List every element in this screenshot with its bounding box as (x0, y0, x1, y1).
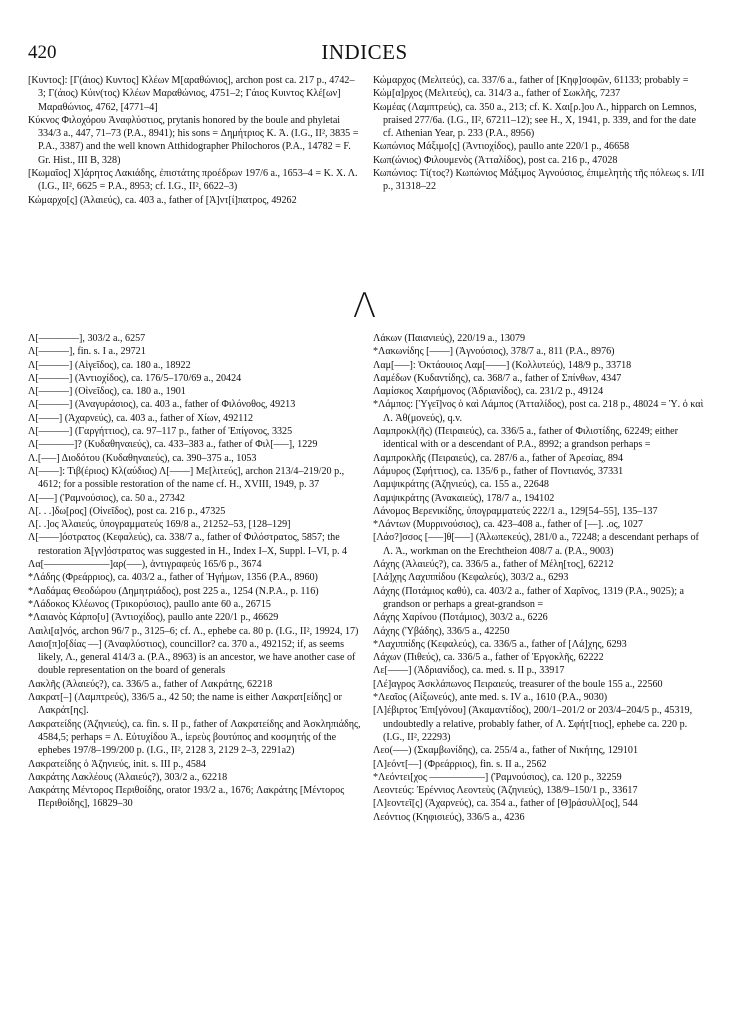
index-entry: Κύκνος Φιλοχόρου Ἀναφλύστιος, prytanis honored by the boule and phyletai 334/3 a., 447, 71–73 (P.A., 8941); his sons = Δημήτριος Κ. Ἀ. (I.G., II², 3835 = P.A., 3387) and the well known Atthidographer Philochoros (P.A., 14782 = F. Gr. Hist., III B, 328) (28, 114, 359, 166)
index-entry: *Λαχιππίδης (Κεφαλεύς), ca. 336/5 a., father of [Λά]χης, 6293 (373, 638, 627, 650)
index-entry: Κώμαρχο[ς] (Ἁλαιεύς), ca. 403 a., father of [Ἀ]ντ[ί]πατρος, 49262 (28, 194, 297, 206)
index-entry: *Λεαῖος (Αἰξωνεύς), ante med. s. IV a., 1610 (P.A., 9030) (373, 692, 608, 704)
index-entry: Κώμαρχος (Μελιτεύς), ca. 337/6 a., father of [Κηφ]σοφῶν, 61133; probably = (373, 75, 689, 86)
index-entry: Λ[––––––] (Οἰνεῖδος), ca. 180 a., 1901 (28, 386, 186, 398)
index-entry: Λ[––––––] (Ἀναγυράσιος), ca. 403 a., father of Φιλόνοθος, 49213 (28, 399, 296, 411)
index-entry: Λάνομος Βερενικίδης, ὑπογραμματεύς 222/1 a., 129[54–55], 135–137 (373, 505, 658, 517)
index-entry: Λαμέδων (Κυδαντίδης), ca. 368/7 a., father of Σπίνθων, 4347 (373, 372, 622, 384)
index-entry: Λάμυρος (Σφήττιος), ca. 135/6 p., father of Ποντιανός, 37331 (373, 465, 624, 477)
index-entry: Λαμπροκλ(ῆς) (Πειραιεύς), ca. 336/5 a., father of Φιλιστίδης, 62249; either identical with or a descendant of P.A., 8992; a grandson perhaps = (373, 426, 678, 451)
index-entry: Κωπώνιος: Τί(τος?) Κωπώνιος Μάξιμος Ἁγνούσιος, ἐπιμελητὴς τῆς πόλεως s. I/II p., 31318–22 (373, 168, 705, 193)
index-entry: Λακρατ[–] (Λαμπτρεύς), 336/5 a., 42 50; the name is either Λακρατ[είδης] or Λακράτ[ης]. (28, 692, 342, 717)
index-entry: Λ[––––] (Ἀχαρνεύς), ca. 403 a., father of Χίων, 492112 (28, 412, 254, 424)
page-number: 420 (28, 42, 57, 63)
index-entry: Λαμψικράτης (Ἀνακαιεύς), 178/7 a., 194102 (373, 492, 555, 504)
index-entry: Λ[––––––] (Ἀντιοχίδος), ca. 176/5–170/69 a., 20424 (28, 372, 242, 384)
index-entry: *Λάντων (Μυρρινούσιος), ca. 423–408 a., father of [––]. .ος, 1027 (373, 519, 643, 531)
index-entry: Λακράτης Μέντορος Περιθοίδης, orator 193/2 a., 1676; Λακράτης [Μέντορος Περιθοίδης], 16829–30 (28, 785, 345, 810)
index-entry: Λ[––––––] (Γαργήττιος), ca. 97–117 p., father of Ἐπίγονος, 3325 (28, 426, 293, 438)
index-entry: *Λαιανὸς Κάρπο[υ] (Ἀντιοχίδος), paullo ante 220/1 p., 46629 (28, 612, 279, 624)
index-entry: Λαιλι[α]νός, archon 96/7 p., 3125–6; cf. Λ., ephebe ca. 80 p. (I.G., II², 19924, 17) (28, 625, 359, 637)
page-title: INDICES (321, 40, 408, 64)
index-entry: Λαμίσκος Χαιρήμονος (Ἀδριανίδος), ca. 231/2 p., 49124 (373, 386, 604, 398)
index-entry: Λ[–––––––]? (Κυδαθηναιεύς), ca. 433–383 a., father of Φιλ[–––], 1229 (28, 439, 318, 451)
index-entry: *Λάδης (Φρεάρριος), ca. 403/2 a., father of Ἡγήμων, 1356 (P.A., 8960) (28, 572, 318, 584)
index-column-top-right (373, 74, 707, 194)
index-entry: Λ[––––––––], 303/2 a., 6257 (28, 333, 146, 344)
index-entry: Λ[––––––], fin. s. I a., 29721 (28, 346, 146, 358)
index-entry: Λ[––––]όστρατος (Κεφαλεύς), ca. 338/7 a., father of Φιλόστρατος, 5857; the restoration Ἀ[γν]όστρατος was suggested in H., Index I–X, Suppl. I–VI, p. 4 (28, 532, 348, 557)
index-entry: [Λ]εοντεῖ[ς] (Ἀχαρνεύς), ca. 354 a., father of [Θ]ράσυλλ[ος], 544 (373, 798, 638, 810)
index-entry: [Λ]εόντ[––] (Φρεάρριος), fin. s. II a., 2562 (373, 758, 547, 770)
index-entry: *Λαδάμας Θεοδώρου (Δημητριάδος), post 225 a., 1254 (N.P.A., p. 116) (28, 585, 319, 597)
index-entry: Λάχης (Ποτάμιος καθύ), ca. 403/2 a., father of Χαρῖνος, 1319 (P.A., 9025); a grandson or perhaps a great-grandson = (373, 585, 685, 610)
index-entry: *Λακωνίδης [––––] (Ἁγνούσιος), 378/7 a., 811 (P.A., 8976) (373, 346, 615, 358)
index-entry: [Κωμαῖος] Χ]άρητος Λακιάδης, ἐπιστάτης προέδρων 197/6 a., 1653–4 = Κ. Χ. Λ. (I.G., II², 6625 = P.A., 8953; cf. I.G., II², 6622–3) (28, 168, 358, 193)
index-entry: [Λά]χης Λαχιππίδου (Κεφαλεύς), 303/2 a., 6293 (373, 572, 569, 584)
index-entry: Λάχων (Πιθεύς), ca. 336/5 a., father of Ἐργοκλῆς, 62222 (373, 652, 604, 664)
index-entry: Λεόντιος (Κηφισιεύς), 336/5 a., 4236 (373, 811, 525, 823)
index-entry: Κωμέας (Λαμπτρεύς), ca. 350 a., 213; cf. K. Χαι[ρ.]ου Λ., hipparch on Lemnos, praised 277/6a. (I.G., II², 67211–12); see H., X, 1941, p. 339, and for the date cf. Athenian Year, p. 233 (P.A., 8956) (373, 101, 697, 140)
index-entry: Λ[––––]: Τιβ(έριος) Κλ(αύδιος) Λ[––––] Με[λιτεύς], archon 213/4–219/20 p., 4612; for a possible restoration of the name cf. H., XVIII, 1949, p. 37 (28, 465, 345, 491)
index-entry: Λάχης (Ὑβάδης), 336/5 a., 42250 (373, 625, 510, 637)
index-entry: Λ[. . .]δω[ρος] (Οἰνεῖδος), post ca. 216 p., 47325 (28, 505, 226, 517)
index-entry: Λαμπροκλῆς (Πειραιεύς), ca. 287/6 a., father of Ἀρεσίας, 894 (373, 452, 624, 464)
index-entry: Κωπ(ώνιος) Φιλουμενὸς (Ἀτταλίδος), post ca. 216 p., 47028 (373, 154, 618, 166)
index-entry: Λε[––––] (Ἀδριανίδος), ca. med. s. II p., 33917 (373, 665, 565, 677)
index-entry: Λεο(–––) (Σκαμβωνίδης), ca. 255/4 a., father of Νικήτης, 129101 (373, 745, 639, 757)
index-entry: Λάκων (Παιανιεύς), 220/19 a., 13079 (373, 333, 526, 344)
index-entry: Λα[–––––––––––––]αρ(–––), ἀντιγραφεύς 165/6 p., 3674 (28, 559, 262, 571)
index-column-bottom-right (373, 332, 707, 824)
index-entry: Λακρατείδης ὁ Ἀζηνιεύς, init. s. III p., 4584 (28, 758, 206, 770)
index-entry: Λάχης (Ἁλαιεύς?), ca. 336/5 a., father of Μέλη[τος], 62212 (373, 559, 614, 571)
index-entry: Κωπώνιος Μάξιμο[ς] (Ἀντιοχίδος), paullo ante 220/1 p., 46658 (373, 141, 630, 153)
index-entry: Λαμψικράτης (Ἀζηνιεύς), ca. 155 a., 22648 (373, 479, 549, 491)
index-entry: *Λεόντει[χος –––––––––––] (Ῥαμνούσιος), ca. 120 p., 32259 (373, 771, 622, 783)
index-entry: Λ[. .]ος Ἁλαιεύς, ὑπογραμματεύς 169/8 a., 21252–53, [128–129] (28, 519, 291, 531)
index-entry: Λ[–––] (Ῥαμνούσιος), ca. 50 a., 27342 (28, 492, 185, 504)
index-entry: [Λ]έβιρτος Ἐπι[γόνου] (Ἀκαμαντίδος), 200/1–201/2 or 203/4–204/5 p., 45319, undoubtedly a relative, probably father, of Λ. Σφήτ[τιος], ephebe ca. 220 p. (I.G., II², 22293) (373, 705, 693, 743)
index-entry: Λαισ[π]ο[δίας ––] (Ἀναφλύστιος), councillor? ca. 370 a., 492152; if, as seems likely, Λ., general 414/3 a. (P.A., 8963) is an ancestor, we have another case of double representation on the board of generals (28, 638, 356, 677)
index-entry: Λ[––––––] (Αἰγεῖδος), ca. 180 a., 18922 (28, 359, 191, 371)
index-entry: *Λάδοκος Κλέωνος (Τρικορύσιος), paullo ante 60 a., 26715 (28, 598, 271, 610)
index-entry: Λακράτης Λακλέους (Ἁλαιεύς?), 303/2 a., 62218 (28, 771, 228, 783)
index-entry: Λακλῆς (Ἁλαιεύς?), ca. 336/5 a., father of Λακράτης, 62218 (28, 678, 273, 690)
index-entry: Λ.[–––] Διοδότου (Κυδαθηναιεύς), ca. 390–375 a., 1053 (28, 452, 257, 464)
index-entry: [Λάσ?]σσος [–––]θ[–––] (Ἀλωπεκεύς), 281/0 a., 72248; a descendant perhaps of Λ. Ἀ., workman on the Erechtheion 408/7 a. (P.A., 9003) (373, 532, 699, 557)
index-entry: Λακρατείδης (Ἀζηνιεύς), ca. fin. s. II p., father of Λακρατείδης and Ἀσκληπιάδης, 4584,5; perhaps = Λ. Εὐτυχίδου Ἀ., ἱερεὺς βουτύπος and κοσμητής of the ephebes 197/8–199/200 p. (I.G., II², 2128 3, 2129 2–3, 2291a2) (28, 718, 361, 757)
index-entry: Λαμ[–––]: Ὀκτάουιος Λαμ[––––] (Κολλυτεύς), 148/9 p., 33718 (373, 359, 632, 371)
index-entry: [Κυντος]: [Γ(άιος) Κυντος] Κλέων Μ[αραθώνιος], archon post ca. 217 p., 4742–3; Γ(άιος) Κύιν(τος) Κλέων Μαραθώνιος, 4751–2; Γάιος Κυιντος Κλέ[ων] Μαραθώνιος, 4762, [4771–4] (28, 75, 355, 113)
index-entry: Λεοντεύς: Ἐρέννιος Λεοντεὺς (Ἀζηνιεύς), 138/9–150/1 p., 33617 (373, 785, 638, 797)
index-entry: *Λάμπος: [Ὑγεῖ]νος ὁ καὶ Λάμπος (Ἀτταλίδος), post ca. 218 p., 48024 = Ὑ. ὁ καὶ Λ. Ἀθ(μονεύς), q.v. (373, 399, 704, 424)
section-letter-heading: Λ (352, 286, 377, 326)
index-entry: [Λέ]αγρος Ἀσκλάπωνος Πειραιεύς, treasurer of the boule 155 a., 22560 (373, 678, 663, 690)
index-entry: Κώμ[α]ρχος (Μελιτεύς), ca. 314/3 a., father of Σωκλῆς, 7237 (373, 88, 621, 100)
index-column-bottom-left (28, 332, 362, 811)
index-column-top-left (28, 74, 362, 207)
index-entry: Λάχης Χαρίνου (Ποτάμιος), 303/2 a., 6226 (373, 612, 548, 624)
